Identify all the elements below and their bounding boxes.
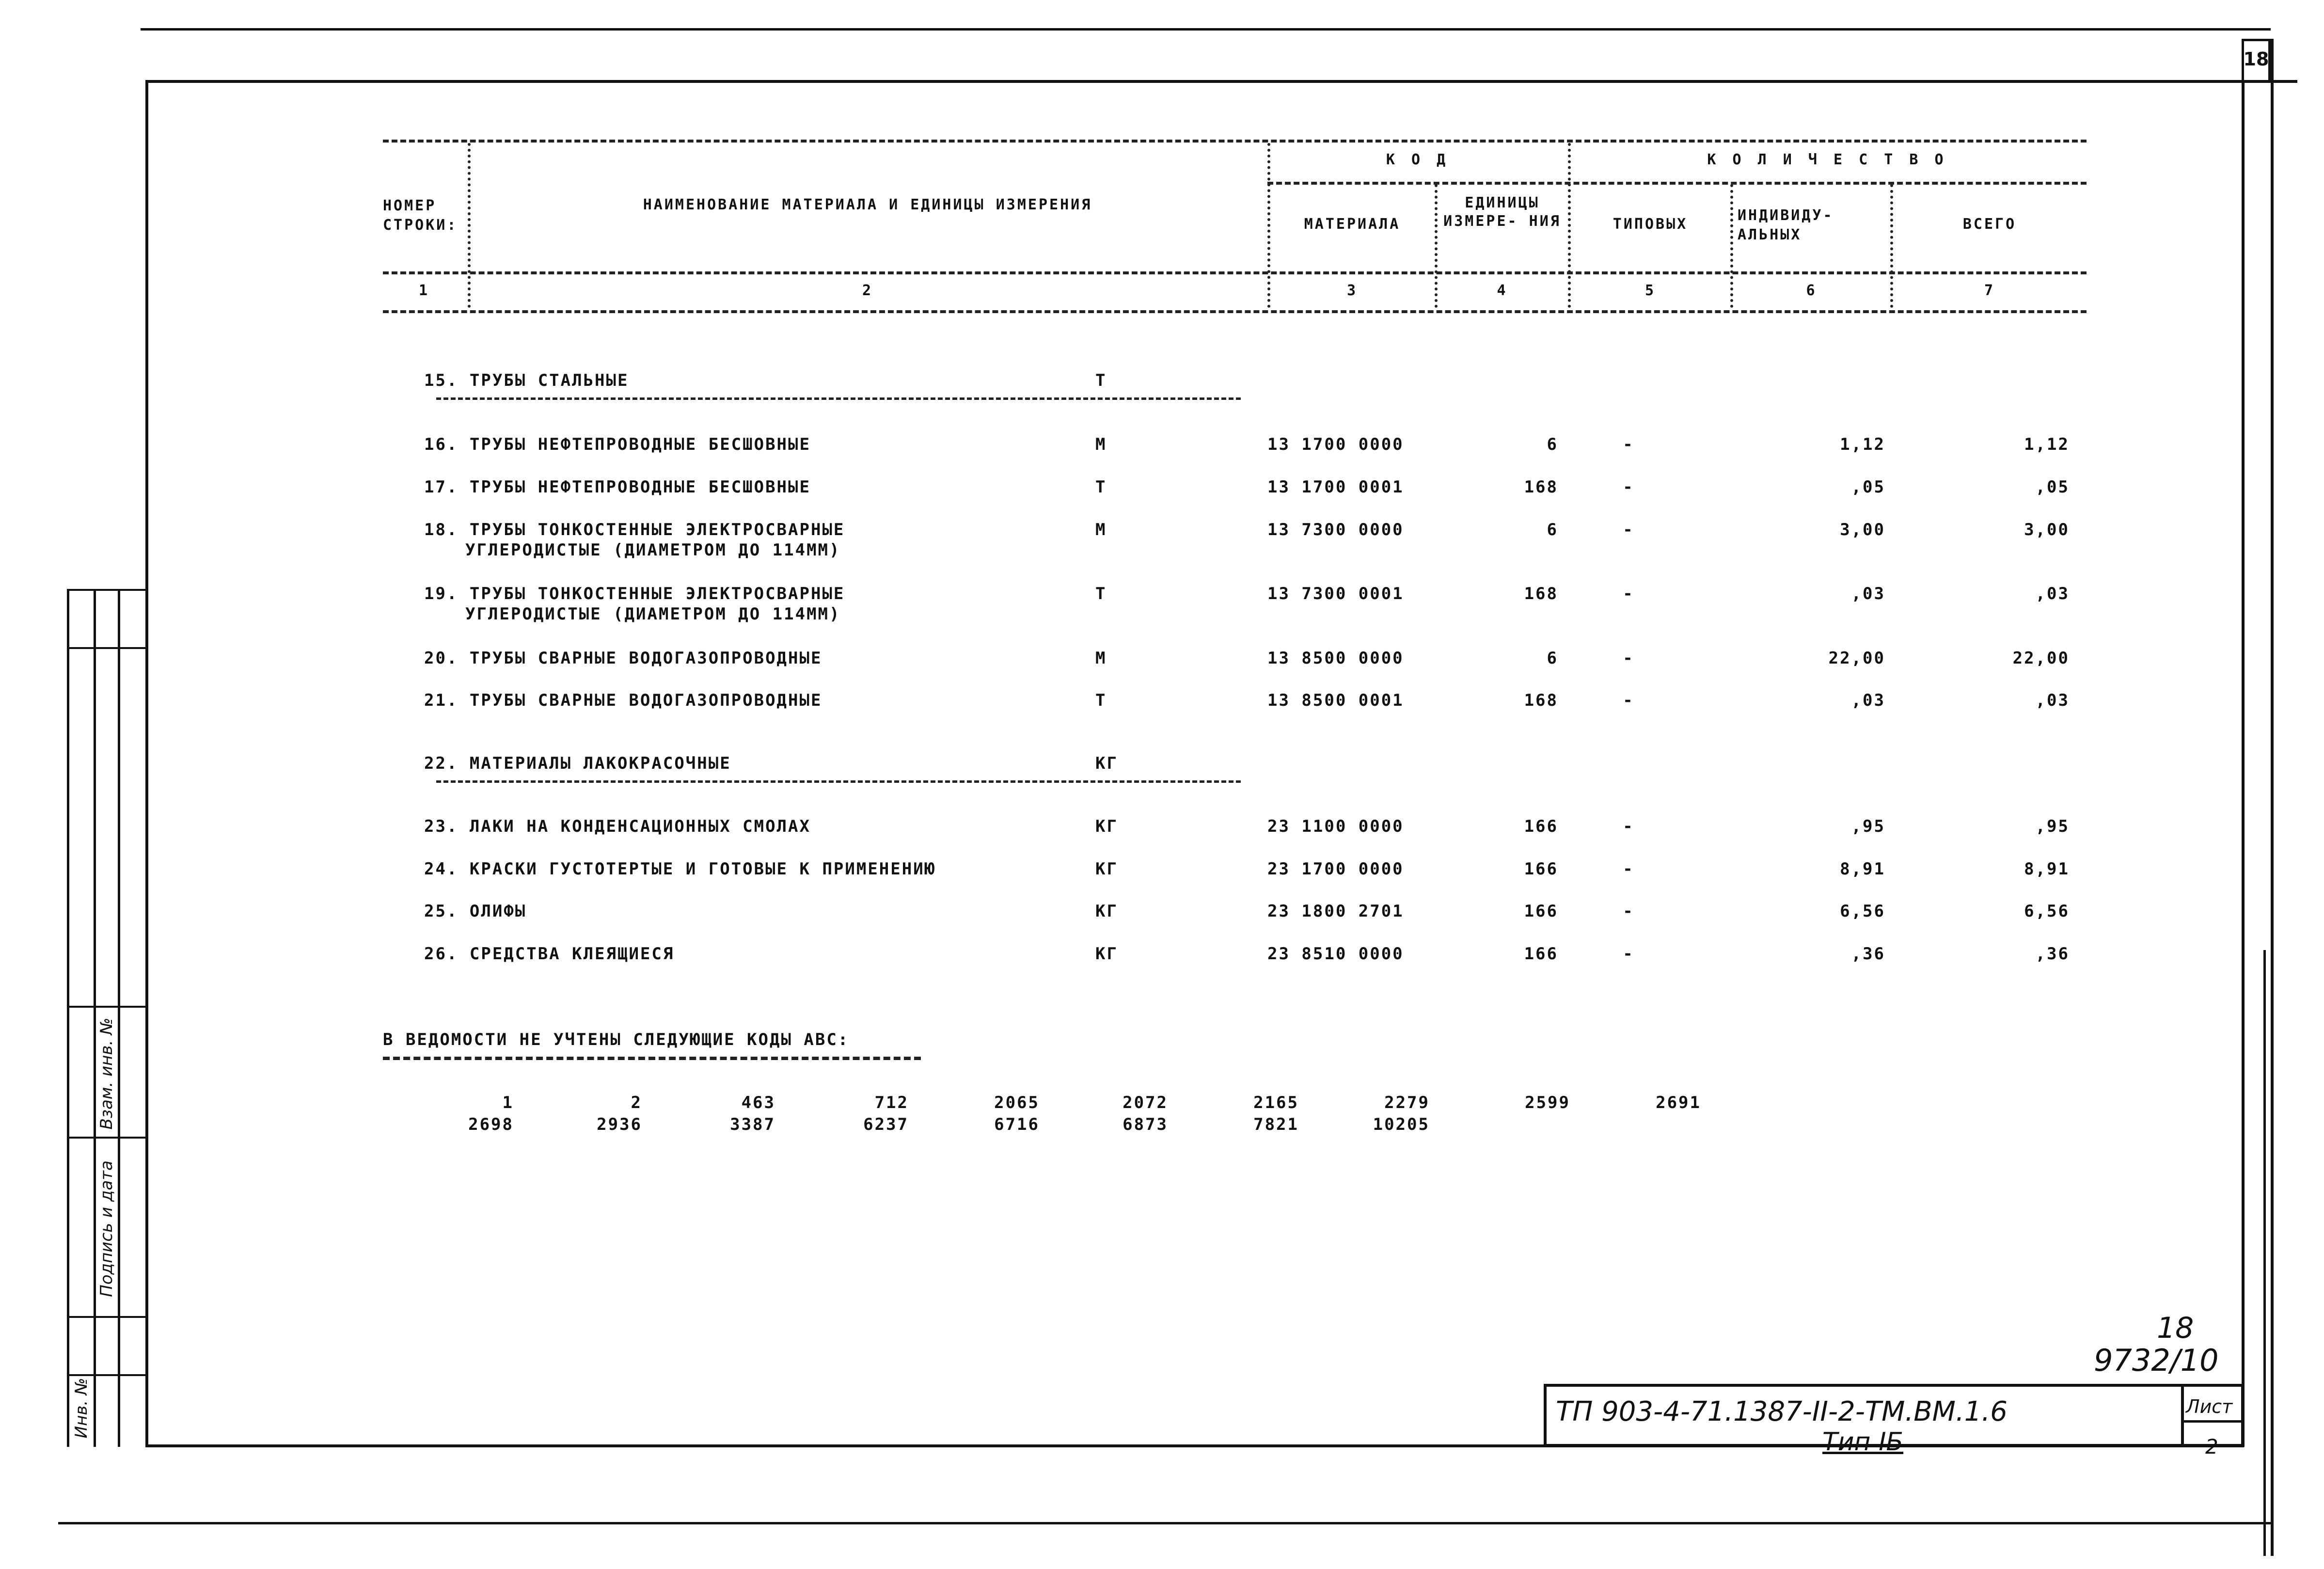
row-18-code: 13 7300 0000 xyxy=(1267,520,1404,539)
row-23-total: ,95 xyxy=(2035,817,2070,836)
col-number-1: 1 xyxy=(418,282,430,299)
abc-code: 6873 xyxy=(1122,1115,1168,1134)
row-20-typical: - xyxy=(1623,649,1634,668)
row-19-unit-code: 168 xyxy=(1524,584,1558,603)
document-subtitle: Тип IБ xyxy=(1822,1427,1904,1457)
row-17-individual: ,05 xyxy=(1851,477,1885,497)
side-stamp xyxy=(67,589,145,1447)
row-17-typical: - xyxy=(1623,477,1634,497)
abc-code: 2698 xyxy=(468,1115,514,1134)
header-sep-4 xyxy=(1568,143,1571,308)
row-19-typical: - xyxy=(1623,584,1634,603)
header-row-number: НОМЕР СТРОКИ: xyxy=(383,197,458,234)
row-26-code: 23 8510 0000 xyxy=(1267,944,1404,964)
header-sep-5 xyxy=(1730,184,1733,308)
header-mid-rule xyxy=(383,271,2087,274)
outer-bottom-edge xyxy=(58,1522,2273,1524)
row-18-unit-code: 6 xyxy=(1547,520,1558,539)
row-24-unit: КГ xyxy=(1095,859,1118,879)
row-22-unit: КГ xyxy=(1095,754,1118,773)
header-material-name: НАИМЕНОВАНИЕ МАТЕРИАЛА И ЕДИНИЦЫ ИЗМЕРЕНИЯ xyxy=(643,196,1092,213)
row-20-individual: 22,00 xyxy=(1828,649,1885,668)
row-23-individual: ,95 xyxy=(1851,817,1885,836)
header-top-rule xyxy=(383,140,2087,143)
stamp-inv-label: Инв. № xyxy=(72,1378,91,1439)
row-25-code: 23 1800 2701 xyxy=(1267,902,1404,921)
row-18-unit: М xyxy=(1095,520,1107,539)
col-number-3: 3 xyxy=(1346,282,1358,299)
row-18-name-line2: УГЛЕРОДИСТЫЕ (ДИАМЕТРОМ ДО 114ММ) xyxy=(465,540,841,560)
abc-code: 2279 xyxy=(1384,1093,1430,1112)
header-bottom-rule xyxy=(383,310,2087,313)
row-19-name: 19. ТРУБЫ ТОНКОСТЕННЫЕ ЭЛЕКТРОСВАРНЫЕ xyxy=(424,584,845,603)
row-19-code: 13 7300 0001 xyxy=(1267,584,1404,603)
row-20-name: 20. ТРУБЫ СВАРНЫЕ ВОДОГАЗОПРОВОДНЫЕ xyxy=(424,649,822,668)
row-16-name: 16. ТРУБЫ НЕФТЕПРОВОДНЫЕ БЕСШОВНЫЕ xyxy=(424,435,811,454)
row-23-typical: - xyxy=(1623,817,1634,836)
row-15-underline xyxy=(436,397,1241,400)
row-21-total: ,03 xyxy=(2035,691,2070,710)
abc-note-underline xyxy=(383,1057,921,1060)
row-15-unit: Т xyxy=(1095,371,1107,390)
row-23-unit-code: 166 xyxy=(1524,817,1558,836)
sheet-label: Лист xyxy=(2186,1396,2233,1417)
abc-code: 2936 xyxy=(597,1115,642,1134)
row-20-unit: М xyxy=(1095,649,1107,668)
header-sep-3 xyxy=(1435,184,1438,308)
row-21-name: 21. ТРУБЫ СВАРНЫЕ ВОДОГАЗОПРОВОДНЫЕ xyxy=(424,691,822,710)
row-17-unit: Т xyxy=(1095,477,1107,497)
header-code-material: МАТЕРИАЛА xyxy=(1304,216,1401,233)
header-qty-individual: ИНДИВИДУ- АЛЬНЫХ xyxy=(1738,207,1834,243)
stamp-sign-date-label: Подпись и дата xyxy=(97,1160,116,1297)
abc-code: 463 xyxy=(741,1093,775,1112)
row-20-code: 13 8500 0000 xyxy=(1267,649,1404,668)
header-code-rule xyxy=(1267,182,2087,185)
lower-right-edge xyxy=(2263,950,2266,1556)
row-24-unit-code: 166 xyxy=(1524,859,1558,879)
row-25-typical: - xyxy=(1623,902,1634,921)
row-16-code: 13 1700 0000 xyxy=(1267,435,1404,454)
row-26-unit-code: 166 xyxy=(1524,944,1558,964)
row-18-individual: 3,00 xyxy=(1840,520,1885,539)
abc-code: 2165 xyxy=(1253,1093,1299,1112)
row-26-total: ,36 xyxy=(2035,944,2070,964)
col-number-6: 6 xyxy=(1806,282,1817,299)
header-sep-2 xyxy=(1267,143,1270,308)
row-26-unit: КГ xyxy=(1095,944,1118,964)
row-16-individual: 1,12 xyxy=(1840,435,1885,454)
row-16-total: 1,12 xyxy=(2024,435,2070,454)
abc-code: 10205 xyxy=(1373,1115,1430,1134)
row-24-total: 8,91 xyxy=(2024,859,2070,879)
row-18-typical: - xyxy=(1623,520,1634,539)
row-25-unit-code: 166 xyxy=(1524,902,1558,921)
row-26-typical: - xyxy=(1623,944,1634,964)
row-19-name-line2: УГЛЕРОДИСТЫЕ (ДИАМЕТРОМ ДО 114ММ) xyxy=(465,604,841,624)
abc-code: 6237 xyxy=(863,1115,909,1134)
row-16-unit-code: 6 xyxy=(1547,435,1558,454)
col-number-2: 2 xyxy=(862,282,873,299)
row-17-code: 13 1700 0001 xyxy=(1267,477,1404,497)
row-20-total: 22,00 xyxy=(2012,649,2070,668)
row-23-name: 23. ЛАКИ НА КОНДЕНСАЦИОННЫХ СМОЛАХ xyxy=(424,817,811,836)
handwritten-sheet-ref: 9732/10 xyxy=(2094,1343,2219,1378)
row-19-unit: Т xyxy=(1095,584,1107,603)
row-26-individual: ,36 xyxy=(1851,944,1885,964)
row-24-code: 23 1700 0000 xyxy=(1267,859,1404,879)
row-24-individual: 8,91 xyxy=(1840,859,1885,879)
row-25-individual: 6,56 xyxy=(1840,902,1885,921)
header-qty-typical: ТИПОВЫХ xyxy=(1613,216,1688,233)
row-22-underline xyxy=(436,780,1241,783)
row-16-unit: М xyxy=(1095,435,1107,454)
header-qty-total: ВСЕГО xyxy=(1962,216,2017,233)
title-block-divider xyxy=(2181,1384,2184,1447)
row-15-name: 15. ТРУБЫ СТАЛЬНЫЕ xyxy=(424,371,629,390)
col-number-7: 7 xyxy=(1984,282,1995,299)
abc-code: 2599 xyxy=(1525,1093,1570,1112)
header-sep-1 xyxy=(468,143,471,308)
abc-code: 6716 xyxy=(994,1115,1040,1134)
row-19-individual: ,03 xyxy=(1851,584,1885,603)
row-25-unit: КГ xyxy=(1095,902,1118,921)
row-25-total: 6,56 xyxy=(2024,902,2070,921)
title-block-sheet-divider xyxy=(2181,1420,2244,1423)
row-18-name: 18. ТРУБЫ ТОНКОСТЕННЫЕ ЭЛЕКТРОСВАРНЫЕ xyxy=(424,520,845,539)
header-qty-group: К О Л И Ч Е С Т В О xyxy=(1707,151,1947,168)
frame-top xyxy=(145,80,2297,83)
abc-code: 1 xyxy=(502,1093,514,1112)
top-edge-line xyxy=(141,28,2271,31)
handwritten-sheet-number: 18 xyxy=(2157,1311,2194,1345)
outer-right-edge xyxy=(2271,39,2274,1556)
row-21-individual: ,03 xyxy=(1851,691,1885,710)
header-code-unit: ЕДИНИЦЫ ИЗМЕРЕ- НИЯ xyxy=(1443,194,1561,230)
frame-left xyxy=(145,80,148,1447)
col-number-4: 4 xyxy=(1497,282,1508,299)
abc-code: 712 xyxy=(874,1093,909,1112)
corner-sheet-number: 18 xyxy=(2243,48,2269,70)
row-21-unit: Т xyxy=(1095,691,1107,710)
row-24-name: 24. КРАСКИ ГУСТОТЕРТЫЕ И ГОТОВЫЕ К ПРИМЕНЕНИЮ xyxy=(424,859,936,879)
row-25-name: 25. ОЛИФЫ xyxy=(424,902,527,921)
abc-code: 2 xyxy=(631,1093,642,1112)
abc-note: В ВЕДОМОСТИ НЕ УЧТЕНЫ СЛЕДУЮЩИЕ КОДЫ АВС: xyxy=(383,1030,850,1049)
row-19-total: ,03 xyxy=(2035,584,2070,603)
stamp-replaced-label: Взам. инв. № xyxy=(97,1017,116,1130)
row-23-code: 23 1100 0000 xyxy=(1267,817,1404,836)
abc-code: 2691 xyxy=(1656,1093,1701,1112)
row-22-name: 22. МАТЕРИАЛЫ ЛАКОКРАСОЧНЫЕ xyxy=(424,754,731,773)
row-23-unit: КГ xyxy=(1095,817,1118,836)
row-21-typical: - xyxy=(1623,691,1634,710)
row-17-name: 17. ТРУБЫ НЕФТЕПРОВОДНЫЕ БЕСШОВНЫЕ xyxy=(424,477,811,497)
abc-code: 2072 xyxy=(1122,1093,1168,1112)
header-code-group: К О Д xyxy=(1386,151,1450,168)
row-26-name: 26. СРЕДСТВА КЛЕЯЩИЕСЯ xyxy=(424,944,675,964)
row-20-unit-code: 6 xyxy=(1547,649,1558,668)
sheet-value: 2 xyxy=(2205,1435,2218,1458)
row-17-total: ,05 xyxy=(2035,477,2070,497)
col-number-5: 5 xyxy=(1644,282,1656,299)
row-17-unit-code: 168 xyxy=(1524,477,1558,497)
abc-code: 3387 xyxy=(730,1115,775,1134)
row-21-unit-code: 168 xyxy=(1524,691,1558,710)
row-16-typical: - xyxy=(1623,435,1634,454)
row-21-code: 13 8500 0001 xyxy=(1267,691,1404,710)
row-24-typical: - xyxy=(1623,859,1634,879)
abc-code: 7821 xyxy=(1253,1115,1299,1134)
abc-code: 2065 xyxy=(994,1093,1040,1112)
row-18-total: 3,00 xyxy=(2024,520,2070,539)
header-sep-6 xyxy=(1890,184,1893,308)
document-designation: ТП 903-4-71.1387-II-2-ТМ.ВМ.1.6 xyxy=(1556,1396,2008,1427)
frame-right xyxy=(2242,80,2245,1447)
